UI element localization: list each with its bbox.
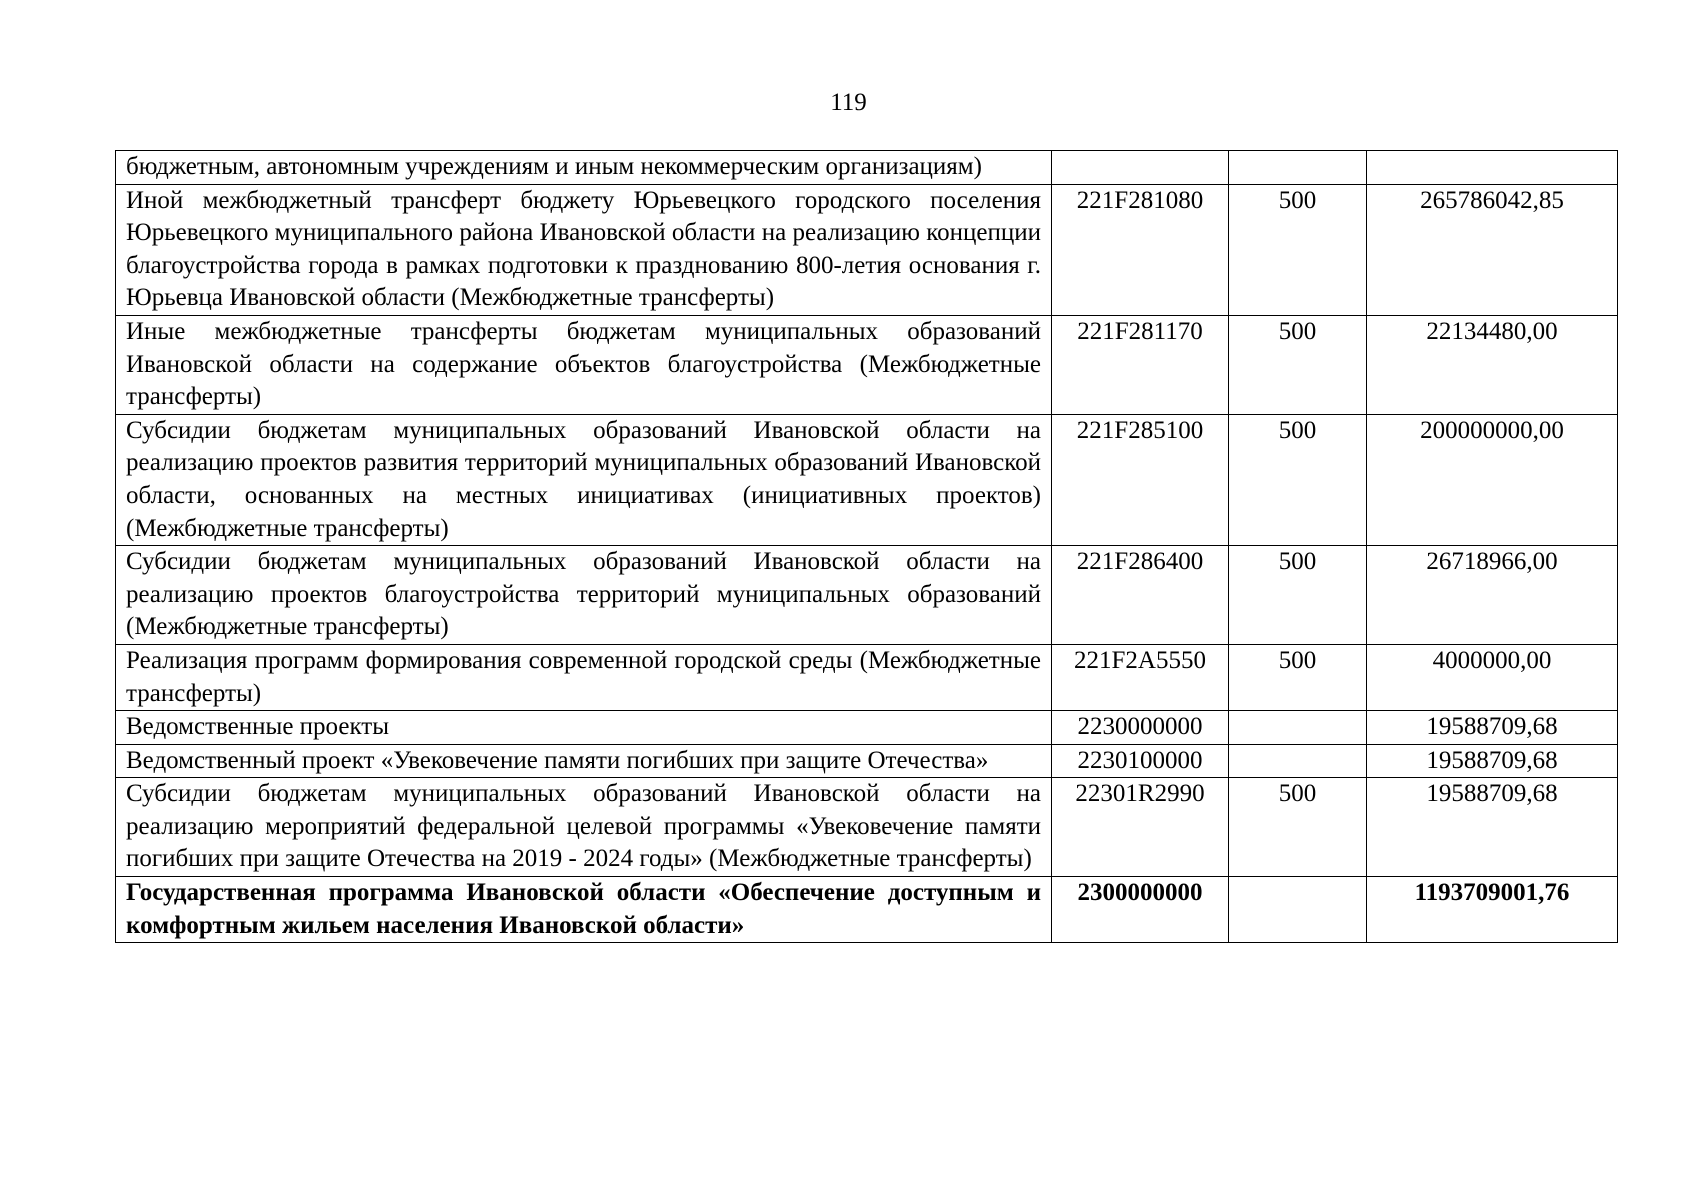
row-expense-type: 500 (1229, 778, 1367, 877)
row-description: Иной межбюджетный трансферт бюджету Юрьевецкого городского поселения Юрьевецкого муниципального района Ивановской области на реализацию концепции благоустройства города в рамках подготовки к празднованию 800-летия основания г. Юрьевца Ивановской области (Межбюджетные трансферты) (116, 184, 1052, 315)
page-number: 119 (830, 89, 867, 116)
row-expense-type (1229, 744, 1367, 778)
row-target-code (1052, 151, 1229, 185)
table-row (116, 644, 1618, 710)
row-target-code: 2230000000 (1052, 711, 1229, 745)
table-row (116, 877, 1618, 943)
row-expense-type (1229, 151, 1367, 185)
row-target-code: 221F285100 (1052, 414, 1229, 545)
table-body (116, 151, 1618, 943)
row-expense-type: 500 (1229, 546, 1367, 645)
row-description: Ведомственный проект «Увековечение памяти погибших при защите Отечества» (116, 744, 1052, 778)
row-amount: 22134480,00 (1367, 315, 1618, 414)
table-row (116, 711, 1618, 745)
row-target-code: 221F281170 (1052, 315, 1229, 414)
row-amount: 19588709,68 (1367, 711, 1618, 745)
row-expense-type (1229, 711, 1367, 745)
row-expense-type: 500 (1229, 414, 1367, 545)
table-row (116, 315, 1618, 414)
row-target-code: 221F281080 (1052, 184, 1229, 315)
row-expense-type: 500 (1229, 184, 1367, 315)
row-amount: 26718966,00 (1367, 546, 1618, 645)
table-row (116, 184, 1618, 315)
row-target-code: 2230100000 (1052, 744, 1229, 778)
row-target-code: 22301R2990 (1052, 778, 1229, 877)
row-description: Государственная программа Ивановской области «Обеспечение доступным и комфортным жильем населения Ивановской области» (116, 877, 1052, 943)
row-amount: 1193709001,76 (1367, 877, 1618, 943)
row-target-code: 221F2A5550 (1052, 644, 1229, 710)
row-description: Ведомственные проекты (116, 711, 1052, 745)
table-row (116, 151, 1618, 185)
table-row (116, 744, 1618, 778)
row-expense-type (1229, 877, 1367, 943)
row-description: Реализация программ формирования современной городской среды (Межбюджетные трансферты) (116, 644, 1052, 710)
row-amount: 4000000,00 (1367, 644, 1618, 710)
row-description: Субсидии бюджетам муниципальных образований Ивановской области на реализацию проектов благоустройства территорий муниципальных образований (Межбюджетные трансферты) (116, 546, 1052, 645)
table-row (116, 414, 1618, 545)
row-amount: 200000000,00 (1367, 414, 1618, 545)
row-amount (1367, 151, 1618, 185)
row-description: бюджетным, автономным учреждениям и иным некоммерческим организациям) (116, 151, 1052, 185)
table-row (116, 546, 1618, 645)
row-expense-type: 500 (1229, 315, 1367, 414)
row-description: Субсидии бюджетам муниципальных образований Ивановской области на реализацию проектов развития территорий муниципальных образований Ивановской области, основанных на местных инициативах (инициативных проектов) (Межбюджетные трансферты) (116, 414, 1052, 545)
budget-table (115, 150, 1618, 943)
row-target-code: 2300000000 (1052, 877, 1229, 943)
row-expense-type: 500 (1229, 644, 1367, 710)
row-amount: 19588709,68 (1367, 778, 1618, 877)
row-description: Иные межбюджетные трансферты бюджетам муниципальных образований Ивановской области на содержание объектов благоустройства (Межбюджетные трансферты) (116, 315, 1052, 414)
row-amount: 19588709,68 (1367, 744, 1618, 778)
row-amount: 265786042,85 (1367, 184, 1618, 315)
table-row (116, 778, 1618, 877)
row-target-code: 221F286400 (1052, 546, 1229, 645)
row-description: Субсидии бюджетам муниципальных образований Ивановской области на реализацию мероприятий федеральной целевой программы «Увековечение памяти погибших при защите Отечества на 2019 - 2024 годы» (Межбюджетные трансферты) (116, 778, 1052, 877)
